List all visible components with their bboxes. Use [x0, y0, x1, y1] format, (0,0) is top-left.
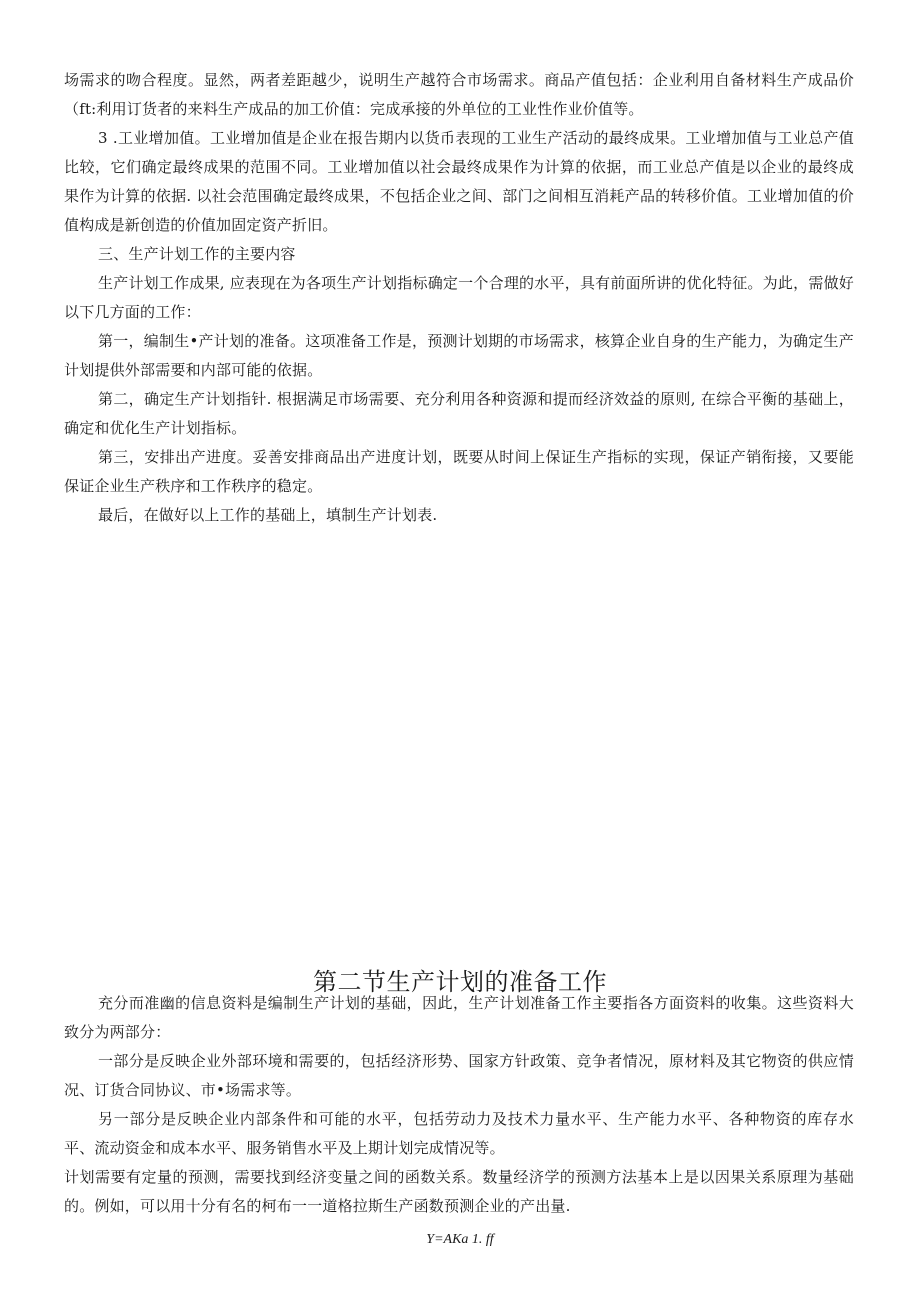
paragraph-final-step: 最后，在做好以上工作的基础上，填制生产计划表.: [98, 506, 438, 524]
paragraph-planning-results: 生产计划工作成果, 应表现在为各项生产计划指标确定一个合理的水平，具有前面所讲的优化特征。为此，需做好以下几方面的工作：: [64, 274, 854, 321]
cobb-douglas-formula: Y=AKa 1. ff: [426, 1232, 494, 1247]
subheading-main-contents: 三、生产计划工作的主要内容: [98, 245, 296, 263]
paragraph-information-basis: 充分而准幽的信息资料是编制生产计划的基础，因此，生产计划准备工作主要指各方面资料的收集。这些资料大致分为两部分：: [64, 994, 854, 1041]
paragraph-step-one: 第一，编制生•产计划的准备。这项准备工作是，预测计划期的市场需求，核算企业自身的生产能力，为确定生产计划提供外部需要和内部可能的依据。: [64, 332, 854, 379]
paragraph-quantitative-forecast: 计划需要有定量的预测，需要找到经济变量之间的函数关系。数量经济学的预测方法基本上是以因果关系原理为基础的。例如，可以用十分有名的柯布一一道格拉斯生产函数预测企业的产出量.: [64, 1168, 854, 1215]
top-text-block: [64, 66, 854, 530]
paragraph-industrial-value-added: 3 .工业增加值。工业增加值是企业在报告期内以货币表现的工业生产活动的最终成果。工业增加值与工业总产值比较，它们确定最终成果的范围不同。工业增加值以社会最终成果作为计算的依据，而工业总产值是以企业的最终成果作为计算的依据. 以社会范围确定最终成果，不包括企业之间、部门之间相互消耗产品的转移价值。工业增加值的价值构成是新创造的价值加固定资产折旧。: [64, 129, 854, 234]
paragraph-external-environment: 一部分是反映企业外部环境和需要的，包括经济形势、国家方针政策、竞争者情况，原材料及其它物资的供应情况、订货合同协议、市•场需求等。: [64, 1052, 854, 1099]
bottom-text-block: [64, 989, 854, 1221]
paragraph-step-three: 第三，安排出产进度。妥善安排商品出产进度计划，既要从时间上保证生产指标的实现，保证产销衔接，又要能保证企业生产秩序和工作秩序的稳定。: [64, 448, 854, 495]
paragraph-market-demand: 场需求的吻合程度。显然，两者差距越少，说明生产越符合市场需求。商品产值包括：企业利用自备材料生产成品价（ft:利用订货者的来料生产成品的加工价值：完成承接的外单位的工业性作业价值等。: [64, 71, 854, 118]
paragraph-internal-conditions: 另一部分是反映企业内部条件和可能的水平，包括劳动力及技术力量水平、生产能力水平、各种物资的库存水平、流动资金和成本水平、服务销售水平及上期计划完成情况等。: [64, 1110, 854, 1157]
paragraph-step-two: 第二，确定生产计划指针. 根据满足市场需要、充分利用各种资源和提而经济效益的原则, 在综合平衡的基础上，确定和优化生产计划指标。: [64, 390, 854, 437]
section-title: 第二节生产计划的准备工作: [313, 967, 607, 996]
